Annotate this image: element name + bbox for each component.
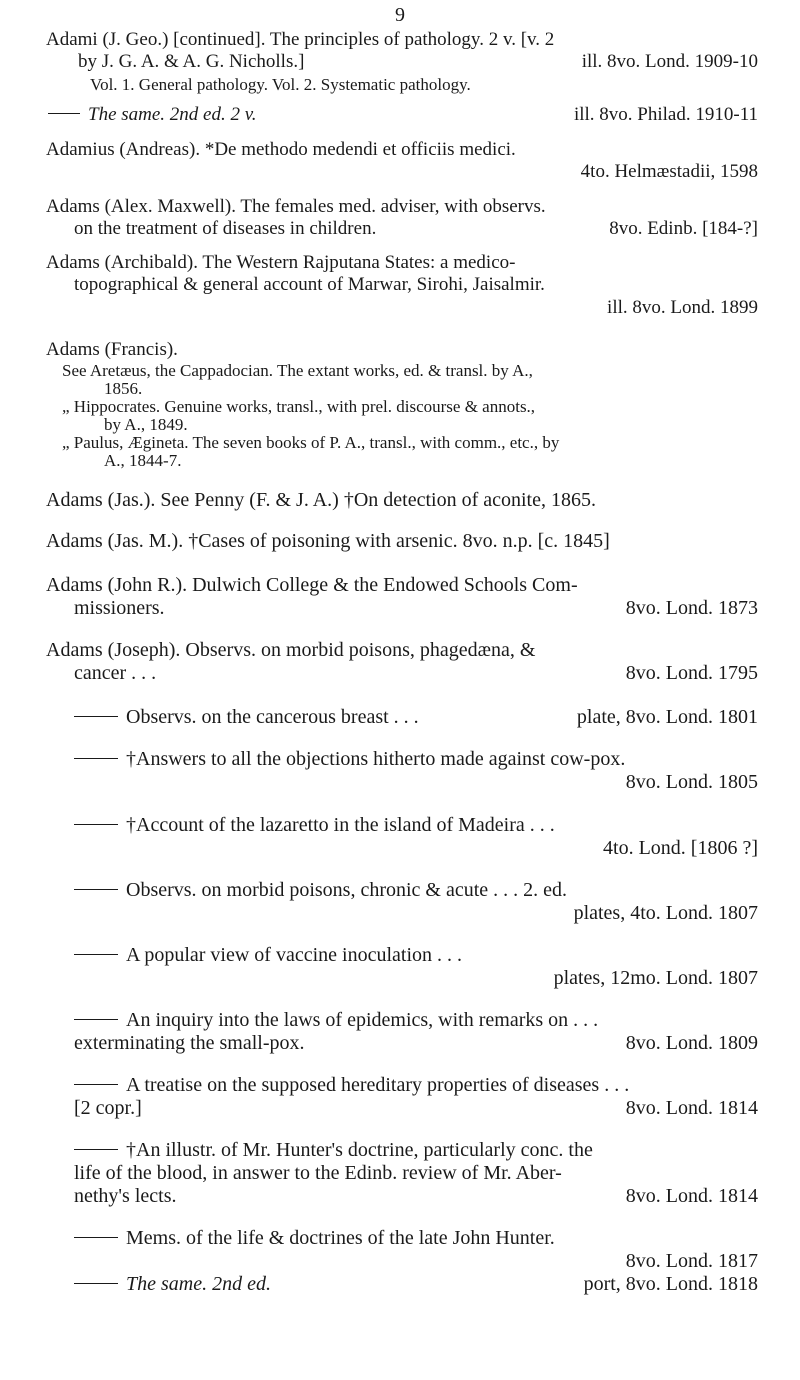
repeat-dash — [74, 716, 118, 717]
entry-imprint: 8vo. Lond. 1809 — [625, 1032, 758, 1054]
entry-line: †Answers to all the objections hitherto made against cow-pox. — [126, 748, 626, 770]
page-number: 9 — [395, 4, 405, 26]
entry-line: A popular view of vaccine inoculation . . . — [126, 944, 463, 966]
entry-line: †An illustr. of Mr. Hunter's doctrine, particularly conc. the — [126, 1139, 593, 1161]
entry-line: A treatise on the supposed hereditary properties of diseases . . . — [126, 1074, 630, 1096]
entry-line: †Account of the lazaretto in the island of Madeira . . . — [126, 814, 555, 836]
entry-imprint: plates, 12mo. Lond. 1807 — [553, 967, 758, 989]
entry-line: exterminating the small-pox. — [74, 1032, 305, 1054]
entry-imprint: 8vo. Lond. 1873 — [625, 597, 758, 619]
repeat-dash — [74, 1084, 118, 1085]
repeat-dash — [74, 1237, 118, 1238]
entry-imprint: 8vo. Edinb. [184-?] — [609, 218, 758, 239]
entry-line: An inquiry into the laws of epidemics, with remarks on . . . — [126, 1009, 599, 1031]
entry-line: topographical & general account of Marwar, Sirohi, Jaisalmir. — [74, 274, 545, 295]
entry-imprint: 8vo. Lond. 1817 — [625, 1250, 758, 1272]
entry-line: missioners. — [74, 597, 165, 619]
repeat-dash — [74, 824, 118, 825]
entry-line: on the treatment of diseases in children. — [74, 218, 377, 239]
entry-line: The same. 2nd ed. — [126, 1273, 271, 1295]
entry-imprint: 4to. Lond. [1806 ?] — [603, 837, 758, 859]
cross-reference: See Aretæus, the Cappadocian. The extant works, ed. & transl. by A., — [62, 361, 533, 380]
entry-imprint: 8vo. Lond. 1814 — [625, 1185, 758, 1207]
cross-reference: „ Paulus, Ægineta. The seven books of P. A., transl., with comm., etc., by — [62, 433, 560, 452]
entry-line: Observs. on the cancerous breast . . . — [126, 706, 419, 728]
repeat-dash — [74, 1149, 118, 1150]
repeat-dash — [74, 1283, 118, 1284]
entry-line: Adams (Jas. M.). †Cases of poisoning with arsenic. 8vo. n.p. [c. 1845] — [46, 530, 610, 552]
entry-imprint: 8vo. Lond. 1805 — [625, 771, 758, 793]
entry-note: Vol. 1. General pathology. Vol. 2. Systematic pathology. — [90, 75, 471, 94]
entry-imprint: plate, 8vo. Lond. 1801 — [576, 706, 758, 728]
entry-imprint: ill. 8vo. Philad. 1910-11 — [573, 104, 758, 125]
entry-line: Adams (John R.). Dulwich College & the Endowed Schools Com- — [46, 574, 578, 596]
cross-reference: A., 1844-7. — [104, 451, 182, 470]
entry-line: The same. 2nd ed. 2 v. — [88, 104, 257, 125]
entry-imprint: ill. 8vo. Lond. 1899 — [607, 297, 758, 318]
repeat-dash — [74, 758, 118, 759]
entry-imprint: 8vo. Lond. 1795 — [625, 662, 758, 684]
entry-line: by J. G. A. & A. G. Nicholls.] — [78, 51, 305, 72]
entry-imprint: 4to. Helmæstadii, 1598 — [580, 161, 758, 182]
repeat-dash — [48, 113, 80, 114]
repeat-dash — [74, 1019, 118, 1020]
entry-line: Observs. on morbid poisons, chronic & acute . . . 2. ed. — [126, 879, 568, 901]
entry-imprint: plates, 4to. Lond. 1807 — [573, 902, 758, 924]
repeat-dash — [74, 954, 118, 955]
entry-line: Adams (Jas.). See Penny (F. & J. A.) †On detection of aconite, 1865. — [46, 489, 596, 511]
entry-imprint: ill. 8vo. Lond. 1909-10 — [581, 51, 758, 72]
entry-line: Adamius (Andreas). *De methodo medendi et officiis medici. — [46, 139, 516, 160]
entry-heading: Adams (Francis). — [46, 339, 178, 360]
entry-line: [2 copr.] — [74, 1097, 142, 1119]
entry-line: Adams (Alex. Maxwell). The females med. adviser, with observs. — [46, 196, 546, 217]
cross-reference: „ Hippocrates. Genuine works, transl., with prel. discourse & annots., — [62, 397, 536, 416]
entry-line: life of the blood, in answer to the Edinb. review of Mr. Aber- — [74, 1162, 562, 1184]
entry-imprint: 8vo. Lond. 1814 — [625, 1097, 758, 1119]
entry-line: Adams (Archibald). The Western Rajputana States: a medico- — [46, 252, 516, 273]
entry-line: Mems. of the life & doctrines of the late John Hunter. — [126, 1227, 555, 1249]
entry-line: cancer . . . — [74, 662, 157, 684]
cross-reference: by A., 1849. — [104, 415, 188, 434]
entry-line: Adami (J. Geo.) [continued]. The principles of pathology. 2 v. [v. 2 — [46, 29, 555, 50]
entry-line: nethy's lects. — [74, 1185, 177, 1207]
cross-reference: 1856. — [104, 379, 143, 398]
entry-line: Adams (Joseph). Observs. on morbid poisons, phagedæna, & — [46, 639, 536, 661]
repeat-dash — [74, 889, 118, 890]
entry-imprint: port, 8vo. Lond. 1818 — [583, 1273, 758, 1295]
